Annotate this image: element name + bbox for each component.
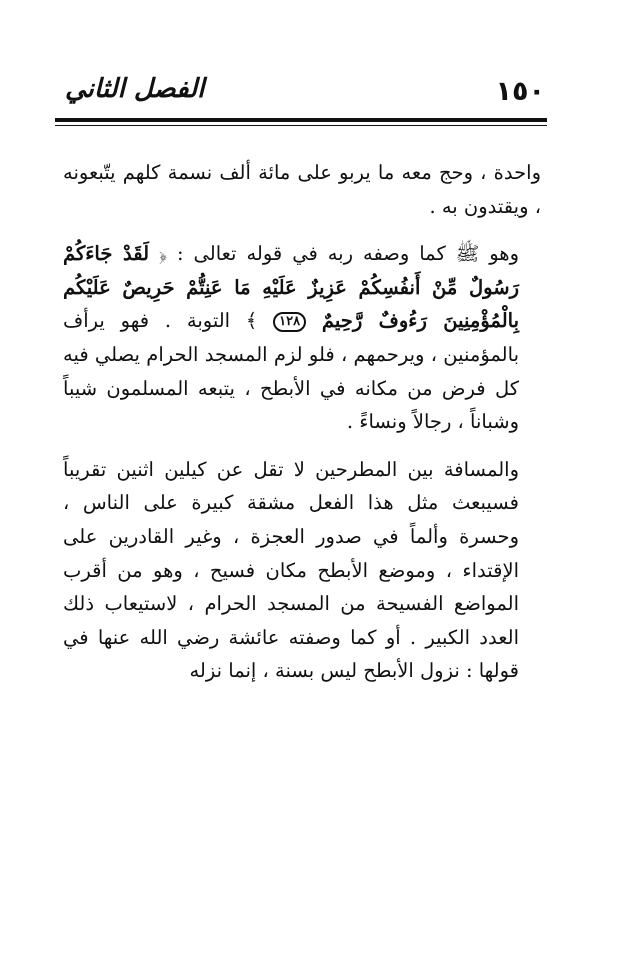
paragraph-2 [63,237,541,439]
paragraph-gap [63,223,541,237]
header-rule-thick [55,118,547,122]
quran-verse: لَقَدْ جَاءَكُمْ رَسُولٌ مِّنْ أَنفُسِكُمْ عَزِيزٌ عَلَيْهِ مَا عَنِتُّمْ حَرِيصٌ عَلَيْكُم بِالْمُؤْمِنِينَ رَءُوفٌ رَّحِيمٌ [63,242,520,333]
paragraph-3: والمسافة بين المطرحين لا تقل عن كيلين اثنين تقريباً فسيبعث مثل هذا الفعل مشقة كبيرة على الناس ، وحسرة وألماً في صدور العجزة ، وغير القادرين على الإقتداء ، وموضع الأبطح مكان فسيح ، وهو من أقرب المواضع الفسيحة من المسجد الحرام ، لاستيعاب ذلك العدد الكبير . أو كما وصفته عائشة رضي الله عنها في قولها : نزول الأبطح ليس بسنة ، إنما نزله [63,457,519,683]
verse-number-badge: ١٢٨ [273,312,306,332]
page-header [55,72,545,114]
header-rule-thin [55,125,547,126]
body-text [63,156,541,688]
page-number: ١٥٠ [495,76,545,107]
paragraph-gap [63,439,541,453]
paragraph-1: واحدة ، وحج معه ما يربو على مائة ألف نسمة كلهم يتّبعونه ، ويقتدون به . [63,161,541,218]
paragraph-2-intro: وهو ﷺ كما وصفه ربه في قوله تعالى : ﴿ [159,242,519,266]
paragraph-2-rest: ﴾ التوبة . فهو يرأف بالمؤمنين ، ويرحمهم ، فلو لزم المسجد الحرام يصلي فيه كل فرض من مكانه في الأبطح ، يتبعه المسلمون شيباً وشباناً ، رجالاً ونساءً . [63,309,519,434]
chapter-title: الفصل الثاني [65,74,205,104]
